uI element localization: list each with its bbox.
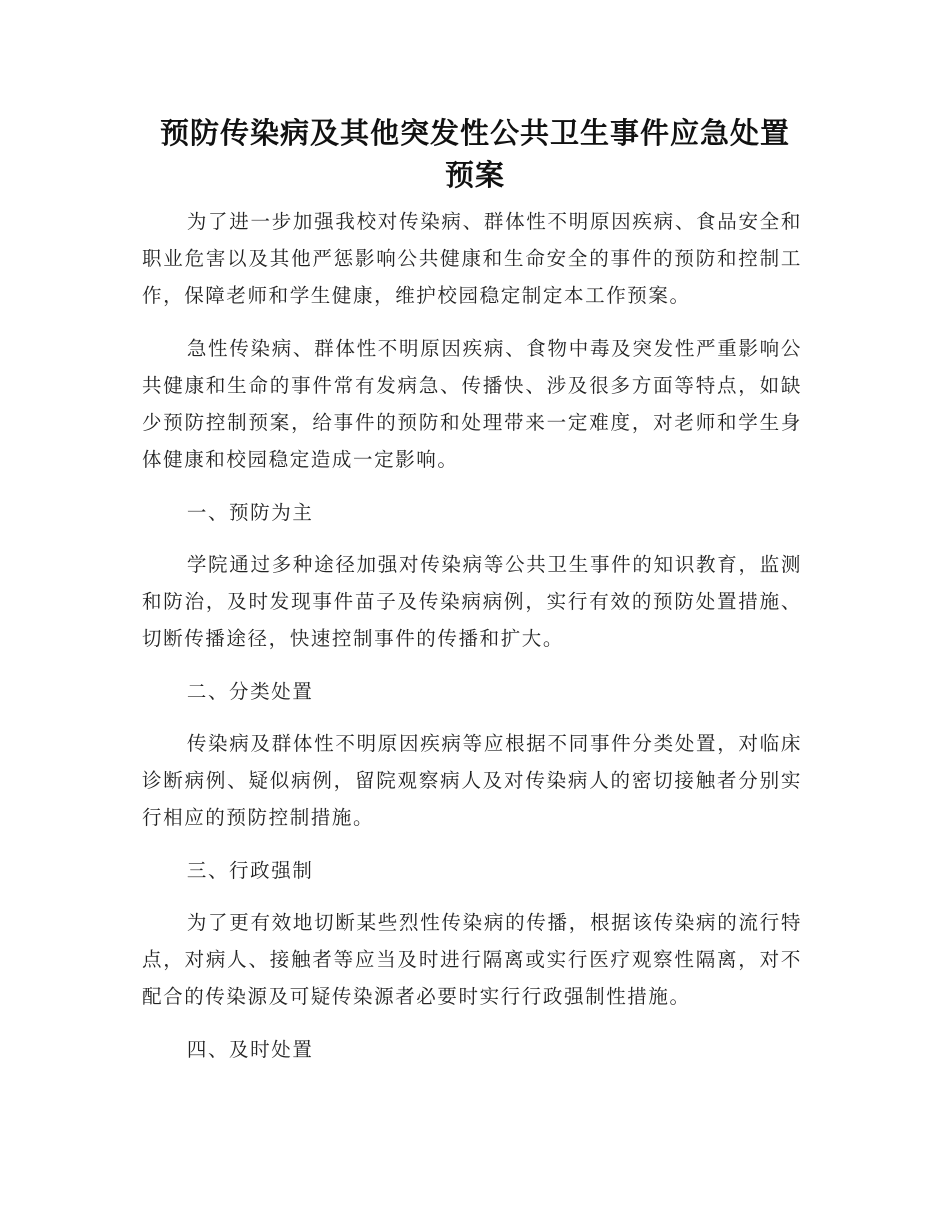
- paragraph-intro: 为了进一步加强我校对传染病、群体性不明原因疾病、食品安全和职业危害以及其他严惩影响公共健康和生命安全的事件的预防和控制工作，保障老师和学生健康，维护校园稳定制定本工作预案。: [142, 210, 802, 307]
- document-title: [120, 112, 830, 196]
- document-body: [142, 203, 802, 1083]
- section-heading-enforcement: 三、行政强制: [186, 859, 314, 882]
- section-heading-classification: 二、分类处置: [186, 680, 314, 703]
- paragraph-prevention: 学院通过多种途径加强对传染病等公共卫生事件的知识教育，监测和防治，及时发现事件苗子及传染病病例，实行有效的预防处置措施、切断传播途径，快速控制事件的传播和扩大。: [142, 553, 802, 650]
- title-line-2: 预案: [444, 158, 505, 192]
- paragraph-background: 急性传染病、群体性不明原因疾病、食物中毒及突发性严重影响公共健康和生命的事件常有发病急、传播快、涉及很多方面等特点，如缺少预防控制预案，给事件的预防和处理带来一定难度，对老师和学生身体健康和校园稳定造成一定影响。: [142, 337, 802, 471]
- section-heading-timely-handling: 四、及时处置: [186, 1038, 314, 1061]
- section-heading-prevention: 一、预防为主: [186, 501, 314, 524]
- title-line-1: 预防传染病及其他突发性公共卫生事件应急处置: [159, 116, 790, 150]
- paragraph-enforcement: 为了更有效地切断某些烈性传染病的传播，根据该传染病的流行特点，对病人、接触者等应当及时进行隔离或实行医疗观察性隔离，对不配合的传染源及可疑传染源者必要时实行行政强制性措施。: [142, 911, 802, 1008]
- paragraph-classification: 传染病及群体性不明原因疾病等应根据不同事件分类处置，对临床诊断病例、疑似病例，留院观察病人及对传染病人的密切接触者分别实行相应的预防控制措施。: [142, 732, 802, 829]
